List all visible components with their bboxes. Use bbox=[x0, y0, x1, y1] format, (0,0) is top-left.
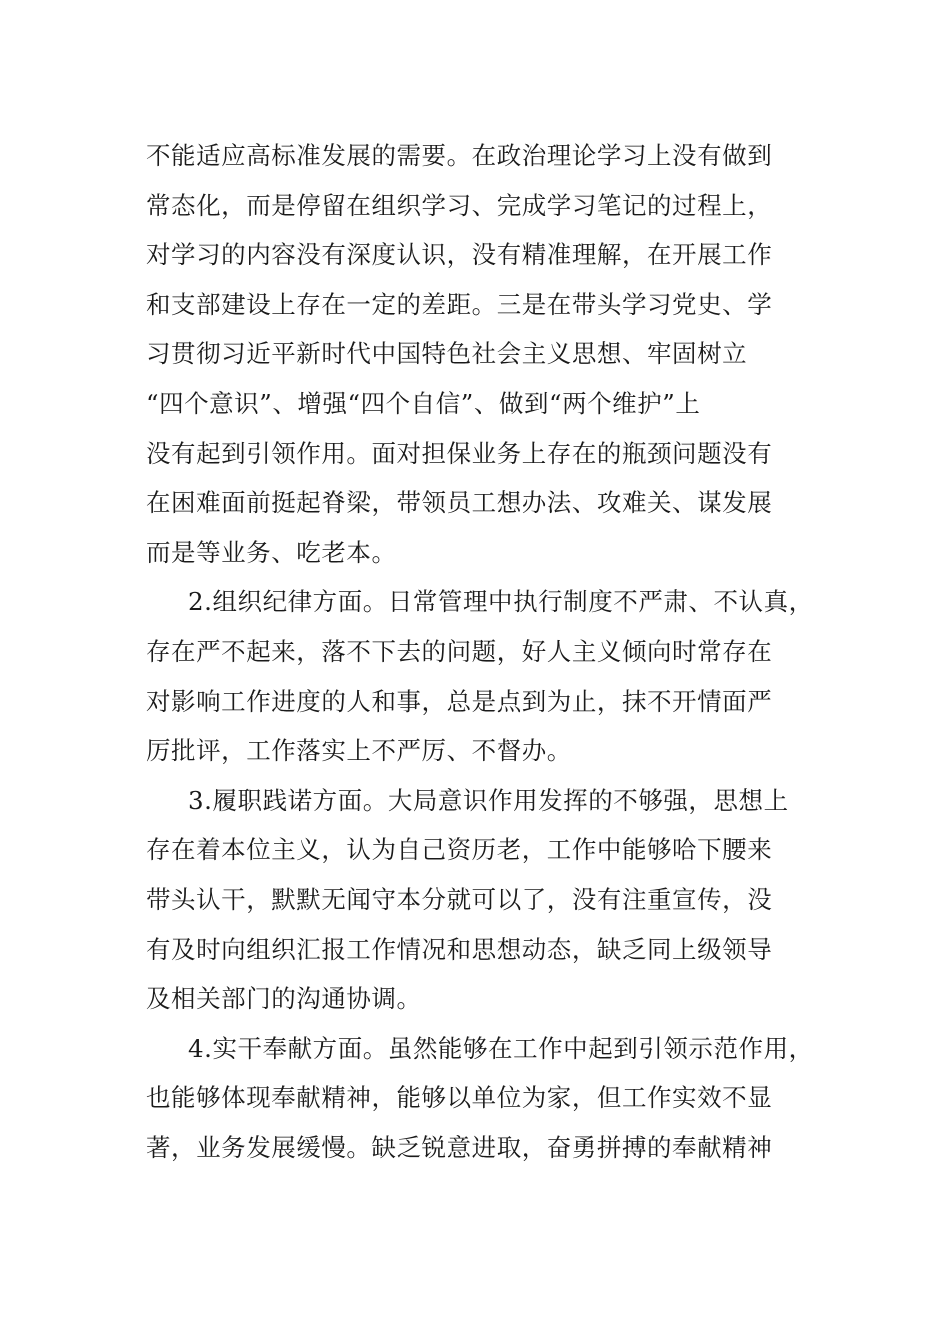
section-heading-line: 2.组织纪律方面。日常管理中执行制度不严肃、不认真， bbox=[188, 587, 814, 617]
section-heading-line: 4.实干奉献方面。虽然能够在工作中起到引领示范作用， bbox=[188, 1033, 814, 1063]
text-line: 没有起到引领作用。面对担保业务上存在的瓶颈问题没有 bbox=[146, 438, 773, 468]
text-line: 不能适应高标准发展的需要。在政治理论学习上没有做到 bbox=[146, 141, 773, 170]
text-line: 对影响工作进度的人和事，总是点到为止，抹不开情面严 bbox=[146, 686, 773, 716]
text-line: 常态化，而是停留在组织学习、完成学习笔记的过程上， bbox=[146, 190, 773, 220]
text-line: “四个意识”、增强“四个自信”、做到“两个维护”上 bbox=[146, 388, 701, 418]
text-line: 存在着本位主义，认为自己资历老，工作中能够哈下腰来 bbox=[146, 835, 773, 865]
text-line: 也能够体现奉献精神，能够以单位为家，但工作实效不显 bbox=[146, 1083, 773, 1113]
text-line: 而是等业务、吃老本。 bbox=[146, 537, 397, 567]
text-line: 对学习的内容没有深度认识，没有精准理解，在开展工作 bbox=[146, 240, 773, 270]
text-line: 在困难面前挺起脊梁，带领员工想办法、攻难关、谋发展 bbox=[146, 488, 773, 518]
text-line: 带头认干，默默无闻守本分就可以了，没有注重宣传，没 bbox=[146, 884, 773, 914]
text-line: 著，业务发展缓慢。缺乏锐意进取，奋勇拼搏的奉献精神 bbox=[146, 1132, 773, 1162]
text-line: 存在严不起来，落不下去的问题，好人主义倾向时常存在 bbox=[146, 636, 773, 666]
text-line: 和支部建设上存在一定的差距。三是在带头学习党史、学 bbox=[146, 289, 773, 319]
text-line: 习贯彻习近平新时代中国特色社会主义思想、牢固树立 bbox=[146, 339, 748, 369]
section-heading-line: 3.履职践诺方面。大局意识作用发挥的不够强，思想上 bbox=[188, 785, 789, 815]
text-line: 厉批评，工作落实上不严厉、不督办。 bbox=[146, 736, 572, 766]
text-line: 有及时向组织汇报工作情况和思想动态，缺乏同上级领导 bbox=[146, 934, 773, 964]
body-text bbox=[146, 131, 846, 1172]
text-line: 及相关部门的沟通协调。 bbox=[146, 984, 422, 1014]
